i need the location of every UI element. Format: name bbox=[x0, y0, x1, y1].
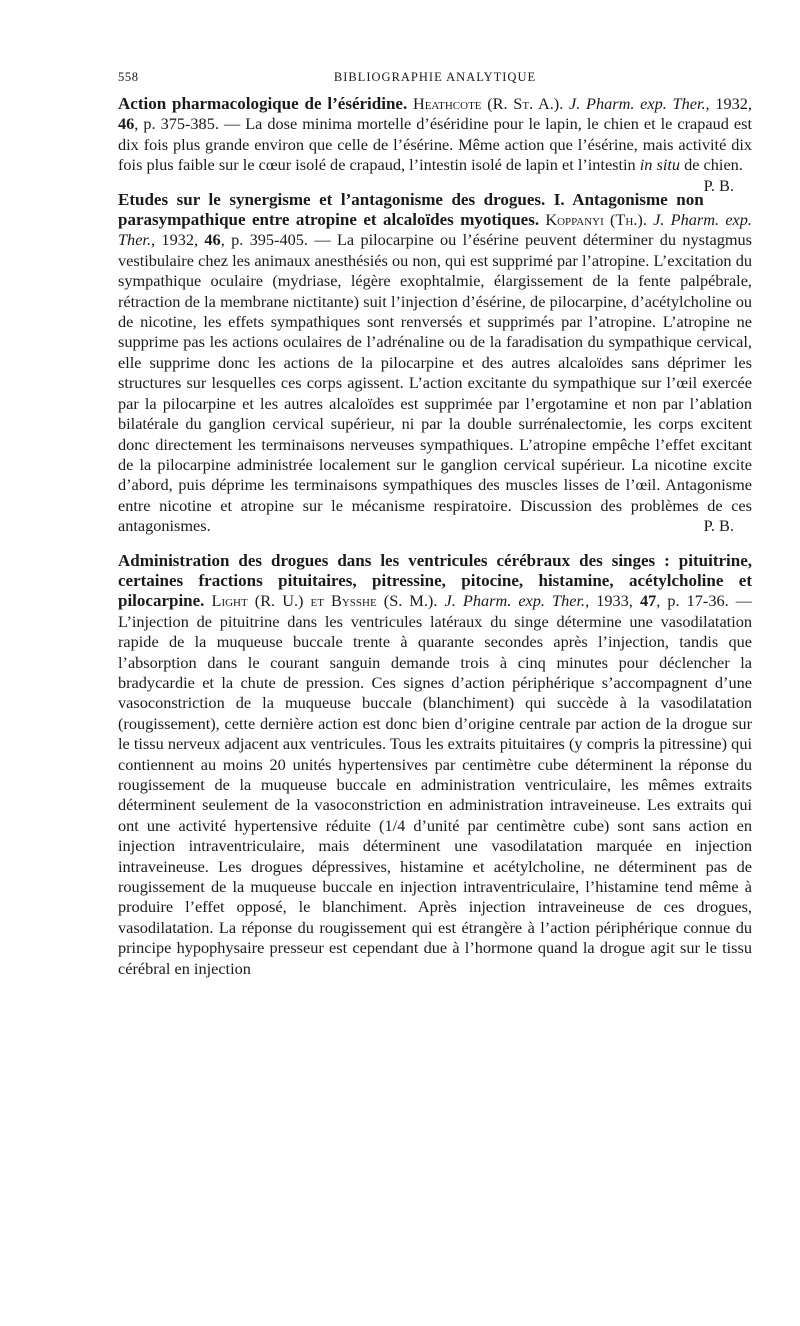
entry-year: , 1933, bbox=[585, 591, 640, 611]
entry-body-end: de chien. bbox=[680, 155, 743, 175]
entry-body: — L’injection de pituitrine dans les ventricules latéraux du singe détermine une vasodilatation rapide de la muqueuse buccale trente à quarante secondes après l’injection, tandis que l’absorption dans le courant sanguin demande trois à cinq minutes pour déclencher la bradycardie et la chute de pression. Ces signes d’action périphérique s’accompagnent d’une vasoconstriction de la muqueuse buccale (blanchiment) qui succède à la vasodilatation (rougissement), cette dernière action est donc bien d’origine centrale par action de la drogue sur le tissu nerveux adjacent aux ventricules. Tous les extraits pituitaires (y compris la pitressine) qui contiennent au moins 20 unités hypertensives par centimètre cube déterminent la réponse du rougissement de la muqueuse buccale en administration ventriculaire, les mêmes extraits déterminent seulement de la vasoconstriction en administration intraveineuse. Les extraits qui ont une activité hypertensive réduite (1/4 d’unité par centimètre cube) sont sans action en injection intraventriculaire, mais déterminent une vasodilatation marquée en injection intraveineuse. Les drogues dépressives, histamine et acétylcholine, ne déterminent pas de rougissement de la muqueuse buccale en injection intraventriculaire, l’histamine tend même à produire l’effet opposé, le blanchiment. Après injection intraveineuse de ces drogues, vasodilatation. La réponse du rougissement qui est étrangère à l’action périphérique connue du principe hypophysaire presseur est cependant due à l’hormone quand la drogue agit sur le tissu cérébral en injection bbox=[118, 591, 753, 978]
entry-title: Administration des drogues dans les ventricules cérébraux des singes : pituitrine, certaines fractions pituitaires, pitressine, pitocine, histamine, acétylcholine et pilocarpine. bbox=[118, 550, 752, 611]
entry-journal: J. Pharm. exp. Ther. bbox=[118, 210, 752, 250]
entry-year: , 1932, bbox=[151, 230, 205, 250]
entry-journal: J. Pharm. exp. Ther. bbox=[569, 94, 706, 113]
entry-body-italic: in situ bbox=[639, 155, 681, 175]
entry-pages: , p. 17-36. bbox=[656, 591, 729, 611]
running-head bbox=[118, 70, 752, 94]
entry-pages: , p. 375-385. bbox=[134, 114, 219, 134]
journal-page bbox=[118, 70, 752, 991]
bibliography-entry bbox=[118, 94, 752, 195]
page-number: 558 bbox=[118, 70, 139, 84]
entry-volume: 46 bbox=[118, 114, 135, 134]
entry-title: Etudes sur le synergisme et l’antagonisme des drogues. I. Antagonisme non parasympathique entre atropine et alcaloïdes myotiques. bbox=[118, 189, 704, 230]
entry-body: — La dose minima mortelle d’éséridine pour le lapin, le chien et le crapaud est dix fois plus grande environ que celle de l’ésérine. Même action que l’ésérine, mais activité dix fois plus faible sur le cœur isolé de crapaud, l’intestin isolé de lapin et l’intestin bbox=[118, 114, 752, 175]
entry-year: , 1932, bbox=[705, 94, 752, 113]
entry-volume: 47 bbox=[639, 591, 657, 611]
entry-authors: Light (R. U.) et Bysshe (S. M.). bbox=[211, 591, 438, 611]
entry-title: Action pharmacologique de l’éséridine. bbox=[118, 94, 408, 113]
entry-signature: P. B. bbox=[703, 175, 734, 195]
entry-volume: 46 bbox=[204, 230, 221, 250]
entry-authors: Heathcote (R. St. A.). bbox=[412, 94, 564, 113]
entry-journal: J. Pharm. exp. Ther. bbox=[444, 591, 586, 611]
entry-authors: Koppanyi (Th.). bbox=[545, 210, 647, 230]
entry-body: — La pilocarpine ou l’ésérine peuvent déterminer du nystagmus vestibulaire chez les animaux anesthésiés ou non, qui est supprimé par l’atropine. L’excitation du sympathique oculaire (mydriase, légère exophtalmie, élargissement de la fente palpébrale, rétraction de la membrane nictitante) suit l’injection d’ésérine, de pilocarpine, d’acétylcholine ou de nicotine, les effets sympathiques sont renversés et supprimés par l’atropine. L’atropine ne supprime pas les actions oculaires de l’adrénaline ou de la faradisation du sympathique cervical, elle supprime donc les actions de la pilocarpine et des autres alcaloïdes sans déprimer les structures sur lesquelles ces corps agissent. L’action excitante du sympathique sur l’œil exercée par la pilocarpine et les autres alcaloïdes est supprimée par l’ergotamine et non par l’ablation bilatérale du ganglion cervical supérieur, ni par la double surrénalectomie, les corps excitent donc directement les terminaisons nerveuses sympathiques. L’atropine empêche l’effet excitant de la pilocarpine administrée localement sur le ganglion cervical supérieur. La nicotine excite d’abord, puis déprime les terminaisons sympathiques des muscles lisses de l’œil. Antagonisme entre nicotine et atropine sur le mécanisme respiratoire. Discussion des problèmes de ces antagonismes. bbox=[118, 230, 753, 536]
bibliography-entry bbox=[118, 190, 752, 537]
entry-signature: P. B. bbox=[703, 516, 734, 536]
entry-pages: , p. 395-405. bbox=[220, 230, 308, 250]
running-title: BIBLIOGRAPHIE ANALYTIQUE bbox=[333, 70, 537, 84]
bibliography-entry bbox=[118, 551, 752, 980]
